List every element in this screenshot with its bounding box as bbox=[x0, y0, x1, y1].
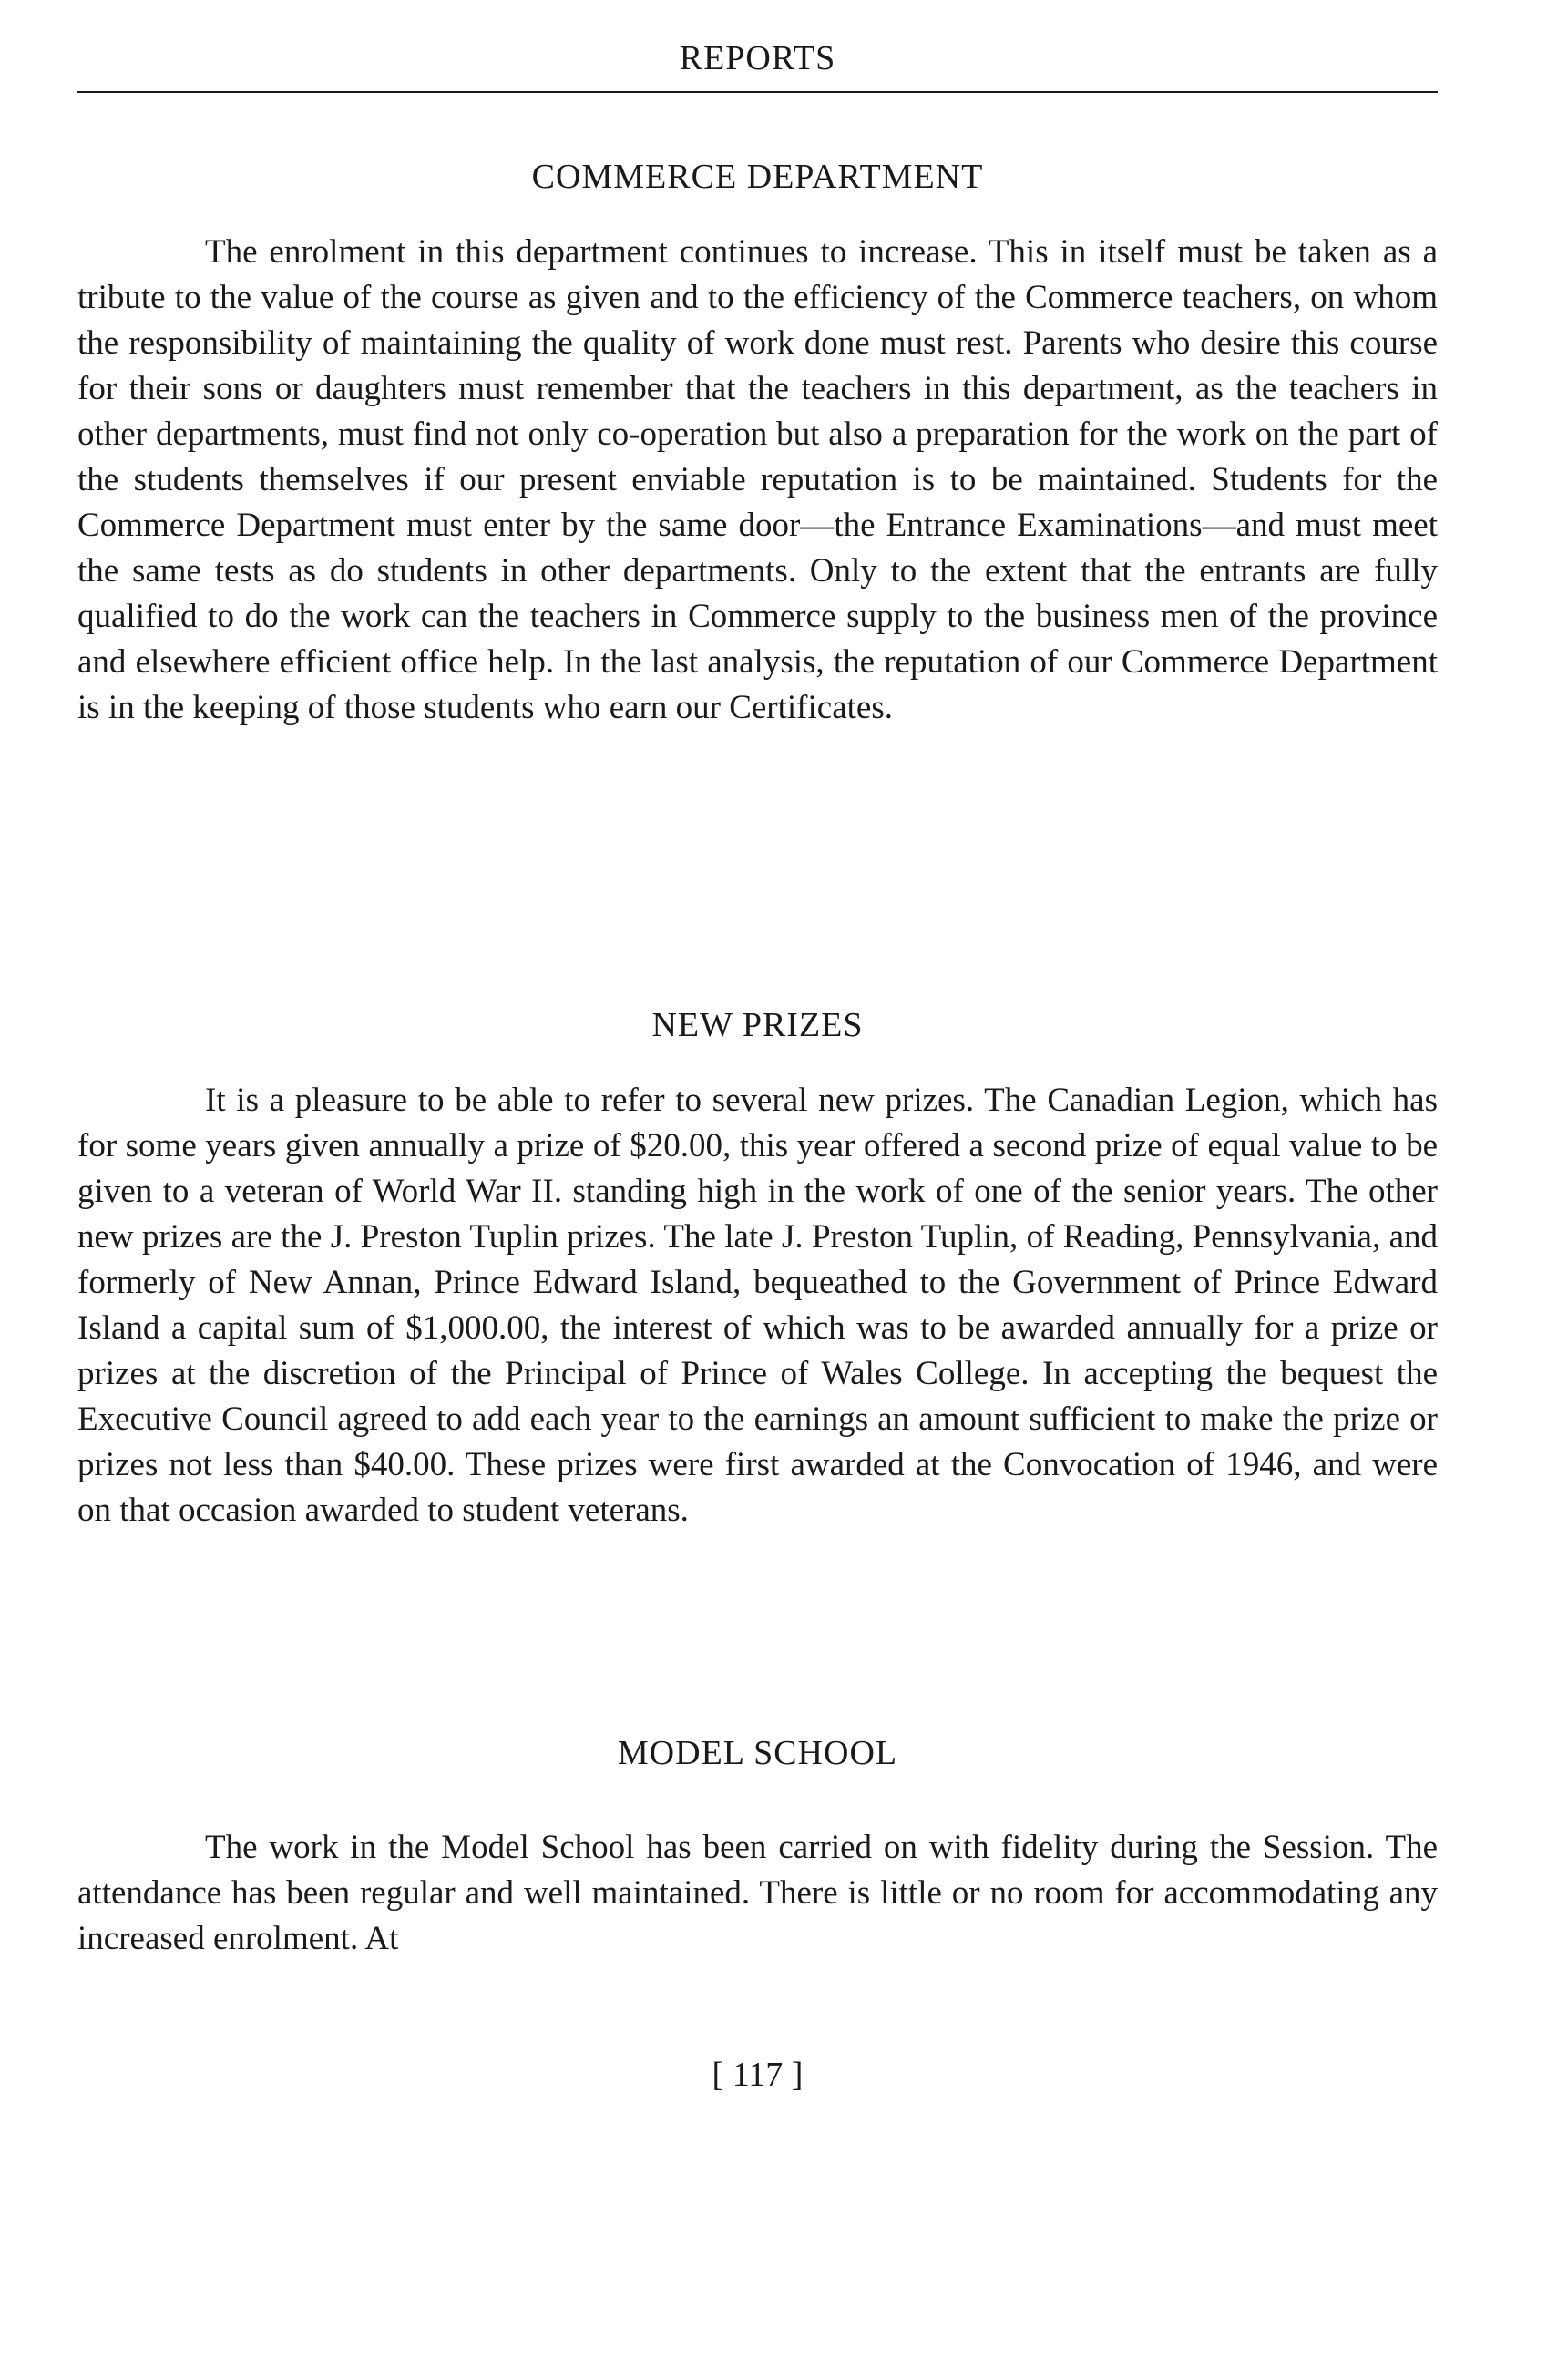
header-rule bbox=[77, 91, 1438, 93]
paragraph-commerce-department: The enrolment in this department continues to increase. This in itself must be taken as a tribute to the value of the course as given and to the efficiency of the Commerce teachers, on whom the responsibility of maintaining the quality of work done must rest. Parents who desire this course for their sons or daughters must remember that the teachers in this department, as the teachers in other departments, must find not only co-operation but also a preparation for the work on the part of the students themselves if our present enviable reputation is to be maintained. Students for the Commerce Department must enter by the same door—the Entrance Examinations—and must meet the same tests as do students in other departments. Only to the extent that the entrants are fully qualified to do the work can the teachers in Commerce supply to the business men of the province and elsewhere efficient office help. In the last analysis, the reputation of our Commerce Department is in the keeping of those students who earn our Certificates. bbox=[77, 233, 1438, 726]
section-heading-new-prizes: NEW PRIZES bbox=[651, 1006, 864, 1044]
paragraph-new-prizes: It is a pleasure to be able to refer to several new prizes. The Canadian Legion, which has for some years given annually a prize of $20.00, this year offered a second prize of equal value to be given to a veteran of World War II. standing high in the work of one of the senior years. The other new prizes are the J. Preston Tuplin prizes. The late J. Preston Tuplin, of Reading, Pennsylvania, and formerly of New Annan, Prince Edward Island, bequeathed to the Government of Prince Edward Island a capital sum of $1,000.00, the interest of which was to be awarded annually for a prize or prizes at the discretion of the Principal of Prince of Wales College. In accepting the bequest the Executive Council agreed to add each year to the earnings an amount sufficient to make the prize or prizes not less than $40.00. These prizes were first awarded at the Convocation of 1946, and were on that occasion awarded to student veterans. bbox=[77, 1082, 1438, 1529]
section-heading-commerce-department: COMMERCE DEPARTMENT bbox=[531, 158, 984, 196]
running-head: REPORTS bbox=[679, 39, 836, 77]
page-number: [ 117 ] bbox=[712, 2056, 804, 2094]
paragraph-model-school: The work in the Model School has been carried on with fidelity during the Session. The attendance has been regular and well maintained. There is little or no room for accommodating any increased enrolment. At bbox=[77, 1829, 1438, 1957]
section-heading-model-school: MODEL SCHOOL bbox=[617, 1734, 898, 1772]
